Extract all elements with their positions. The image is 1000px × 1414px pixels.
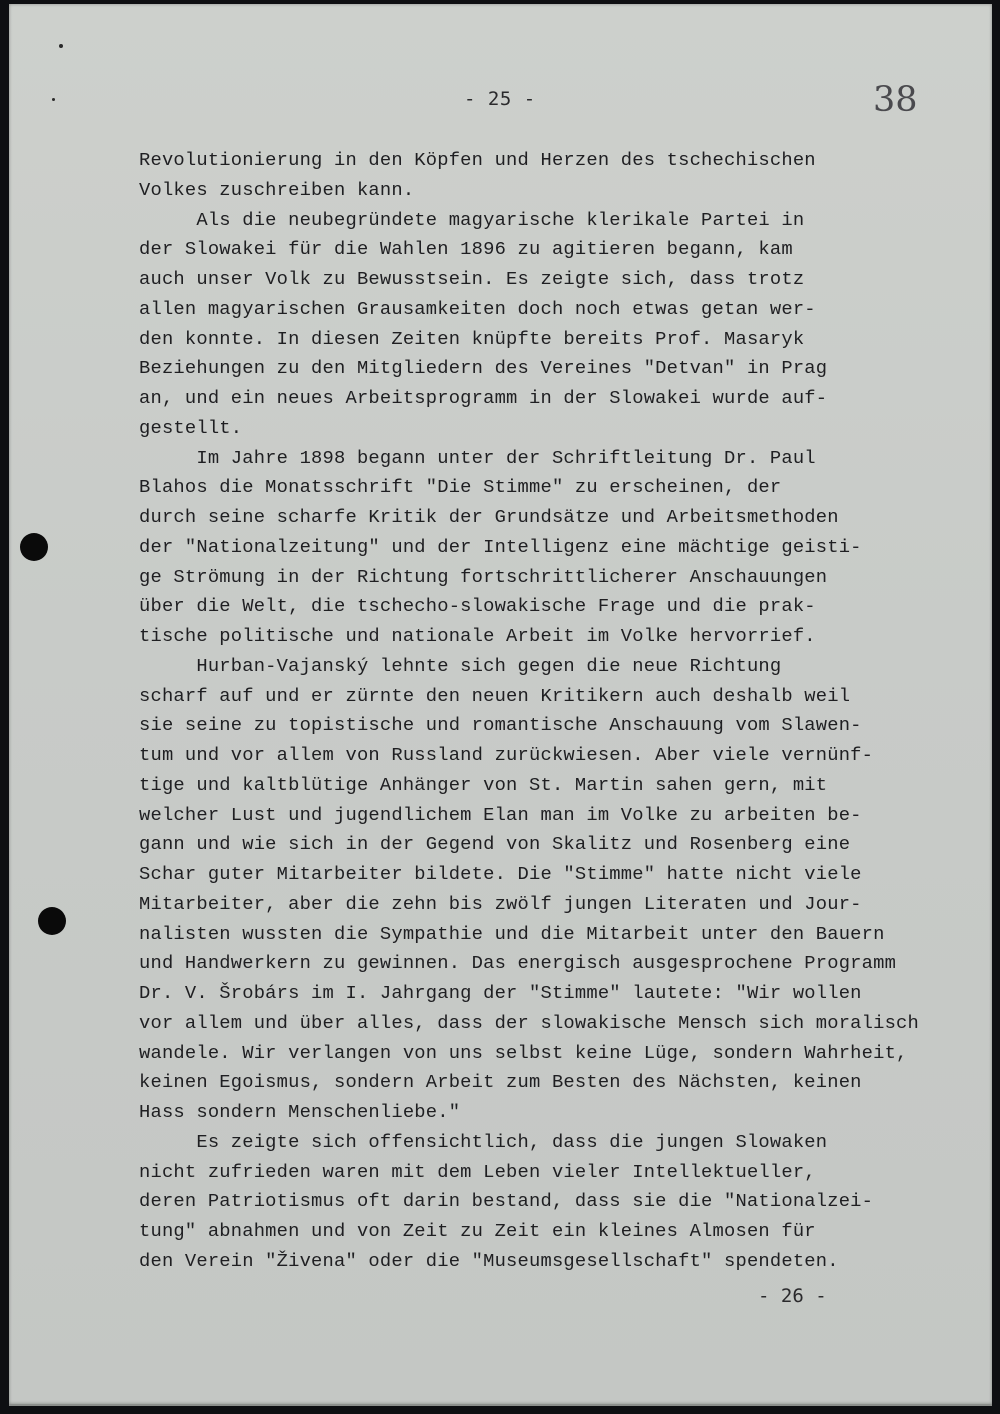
paper-speck	[59, 44, 63, 48]
text-line: Revolutionierung in den Köpfen und Herzen des tschechischen	[139, 149, 816, 171]
punch-hole-top	[20, 533, 48, 561]
text-line: nalisten wussten die Sympathie und die Mitarbeit unter den Bauern	[139, 922, 885, 945]
page-number: - 25 -	[464, 88, 536, 110]
body-text	[139, 146, 959, 1277]
text-line: und Handwerkern zu gewinnen. Das energisch ausgesprochene Programm	[139, 952, 897, 975]
text-line: wandele. Wir verlangen von uns selbst keine Lüge, sondern Wahrheit,	[139, 1041, 908, 1064]
text-line: Mitarbeiter, aber die zehn bis zwölf jungen Literaten und Jour-	[139, 892, 862, 915]
text-line: der "Nationalzeitung" und der Intelligenz eine mächtige geisti-	[139, 535, 862, 558]
text-line: vor allem und über alles, dass der slowakische Mensch sich moralisch	[139, 1011, 919, 1034]
text-line: tung" abnahmen und von Zeit zu Zeit ein kleines Almosen für	[139, 1220, 816, 1242]
text-line: allen magyarischen Grausamkeiten doch noch etwas getan wer-	[139, 297, 816, 320]
text-line: deren Patriotismus oft darin bestand, dass sie die "Nationalzei-	[139, 1190, 874, 1213]
text-line: den konnte. In diesen Zeiten knüpfte bereits Prof. Masaryk	[139, 327, 805, 350]
text-line: tige und kaltblütige Anhänger von St. Martin sahen gern, mit	[139, 773, 828, 796]
text-line: ge Strömung in der Richtung fortschrittlicherer Anschauungen	[139, 565, 828, 588]
text-line: sie seine zu topistische und romantische Anschauung vom Slawen-	[139, 714, 862, 737]
text-line: scharf auf und er zürnte den neuen Kritikern auch deshalb weil	[139, 684, 851, 707]
text-line: Es zeigte sich offensichtlich, dass die jungen Slowaken	[139, 1130, 828, 1153]
text-line: Schar guter Mitarbeiter bildete. Die "Stimme" hatte nicht viele	[139, 863, 862, 885]
text-line: Beziehungen zu den Mitgliedern des Vereines "Detvan" in Prag	[139, 357, 828, 380]
paper-speck	[52, 98, 55, 101]
text-line: der Slowakei für die Wahlen 1896 zu agitieren begann, kam	[139, 238, 793, 261]
text-line: nicht zufrieden waren mit dem Leben vieler Intellektueller,	[139, 1160, 816, 1183]
text-line: welcher Lust und jugendlichem Elan man im Volke zu arbeiten be-	[139, 803, 862, 826]
text-line: tische politische und nationale Arbeit im Volke hervorrief.	[139, 625, 816, 647]
catchword-next-page: - 26 -	[758, 1285, 827, 1307]
text-line: über die Welt, die tschecho-slowakische Frage und die prak-	[139, 595, 816, 618]
text-line: Als die neubegründete magyarische klerikale Partei in	[139, 208, 805, 231]
text-line: Hass sondern Menschenliebe."	[139, 1101, 461, 1123]
text-line: Im Jahre 1898 begann unter der Schriftleitung Dr. Paul	[139, 446, 816, 469]
punch-hole-bottom	[38, 907, 66, 935]
text-line: Hurban-Vajanský lehnte sich gegen die neue Richtung	[139, 654, 782, 677]
text-line: an, und ein neues Arbeitsprogramm in der Slowakei wurde auf-	[139, 387, 828, 409]
text-line: Volkes zuschreiben kann.	[139, 178, 415, 201]
archive-folio-number: 38	[873, 80, 918, 120]
text-line: den Verein "Živena" oder die "Museumsgesellschaft" spendeten.	[139, 1249, 839, 1272]
text-line: durch seine scharfe Kritik der Grundsätze und Arbeitsmethoden	[139, 506, 839, 528]
text-line: Dr. V. Šrobárs im I. Jahrgang der "Stimme" lautete: "Wir wollen	[139, 982, 862, 1004]
text-line: gann und wie sich in der Gegend von Skalitz und Rosenberg eine	[139, 833, 851, 856]
text-line: tum und vor allem von Russland zurückwiesen. Aber viele vernünf-	[139, 744, 874, 766]
typewritten-page	[9, 4, 992, 1406]
text-line: keinen Egoismus, sondern Arbeit zum Besten des Nächsten, keinen	[139, 1071, 862, 1094]
text-line: gestellt.	[139, 416, 243, 439]
text-line: Blahos die Monatsschrift "Die Stimme" zu erscheinen, der	[139, 476, 782, 499]
text-line: auch unser Volk zu Bewusstsein. Es zeigte sich, dass trotz	[139, 268, 805, 290]
